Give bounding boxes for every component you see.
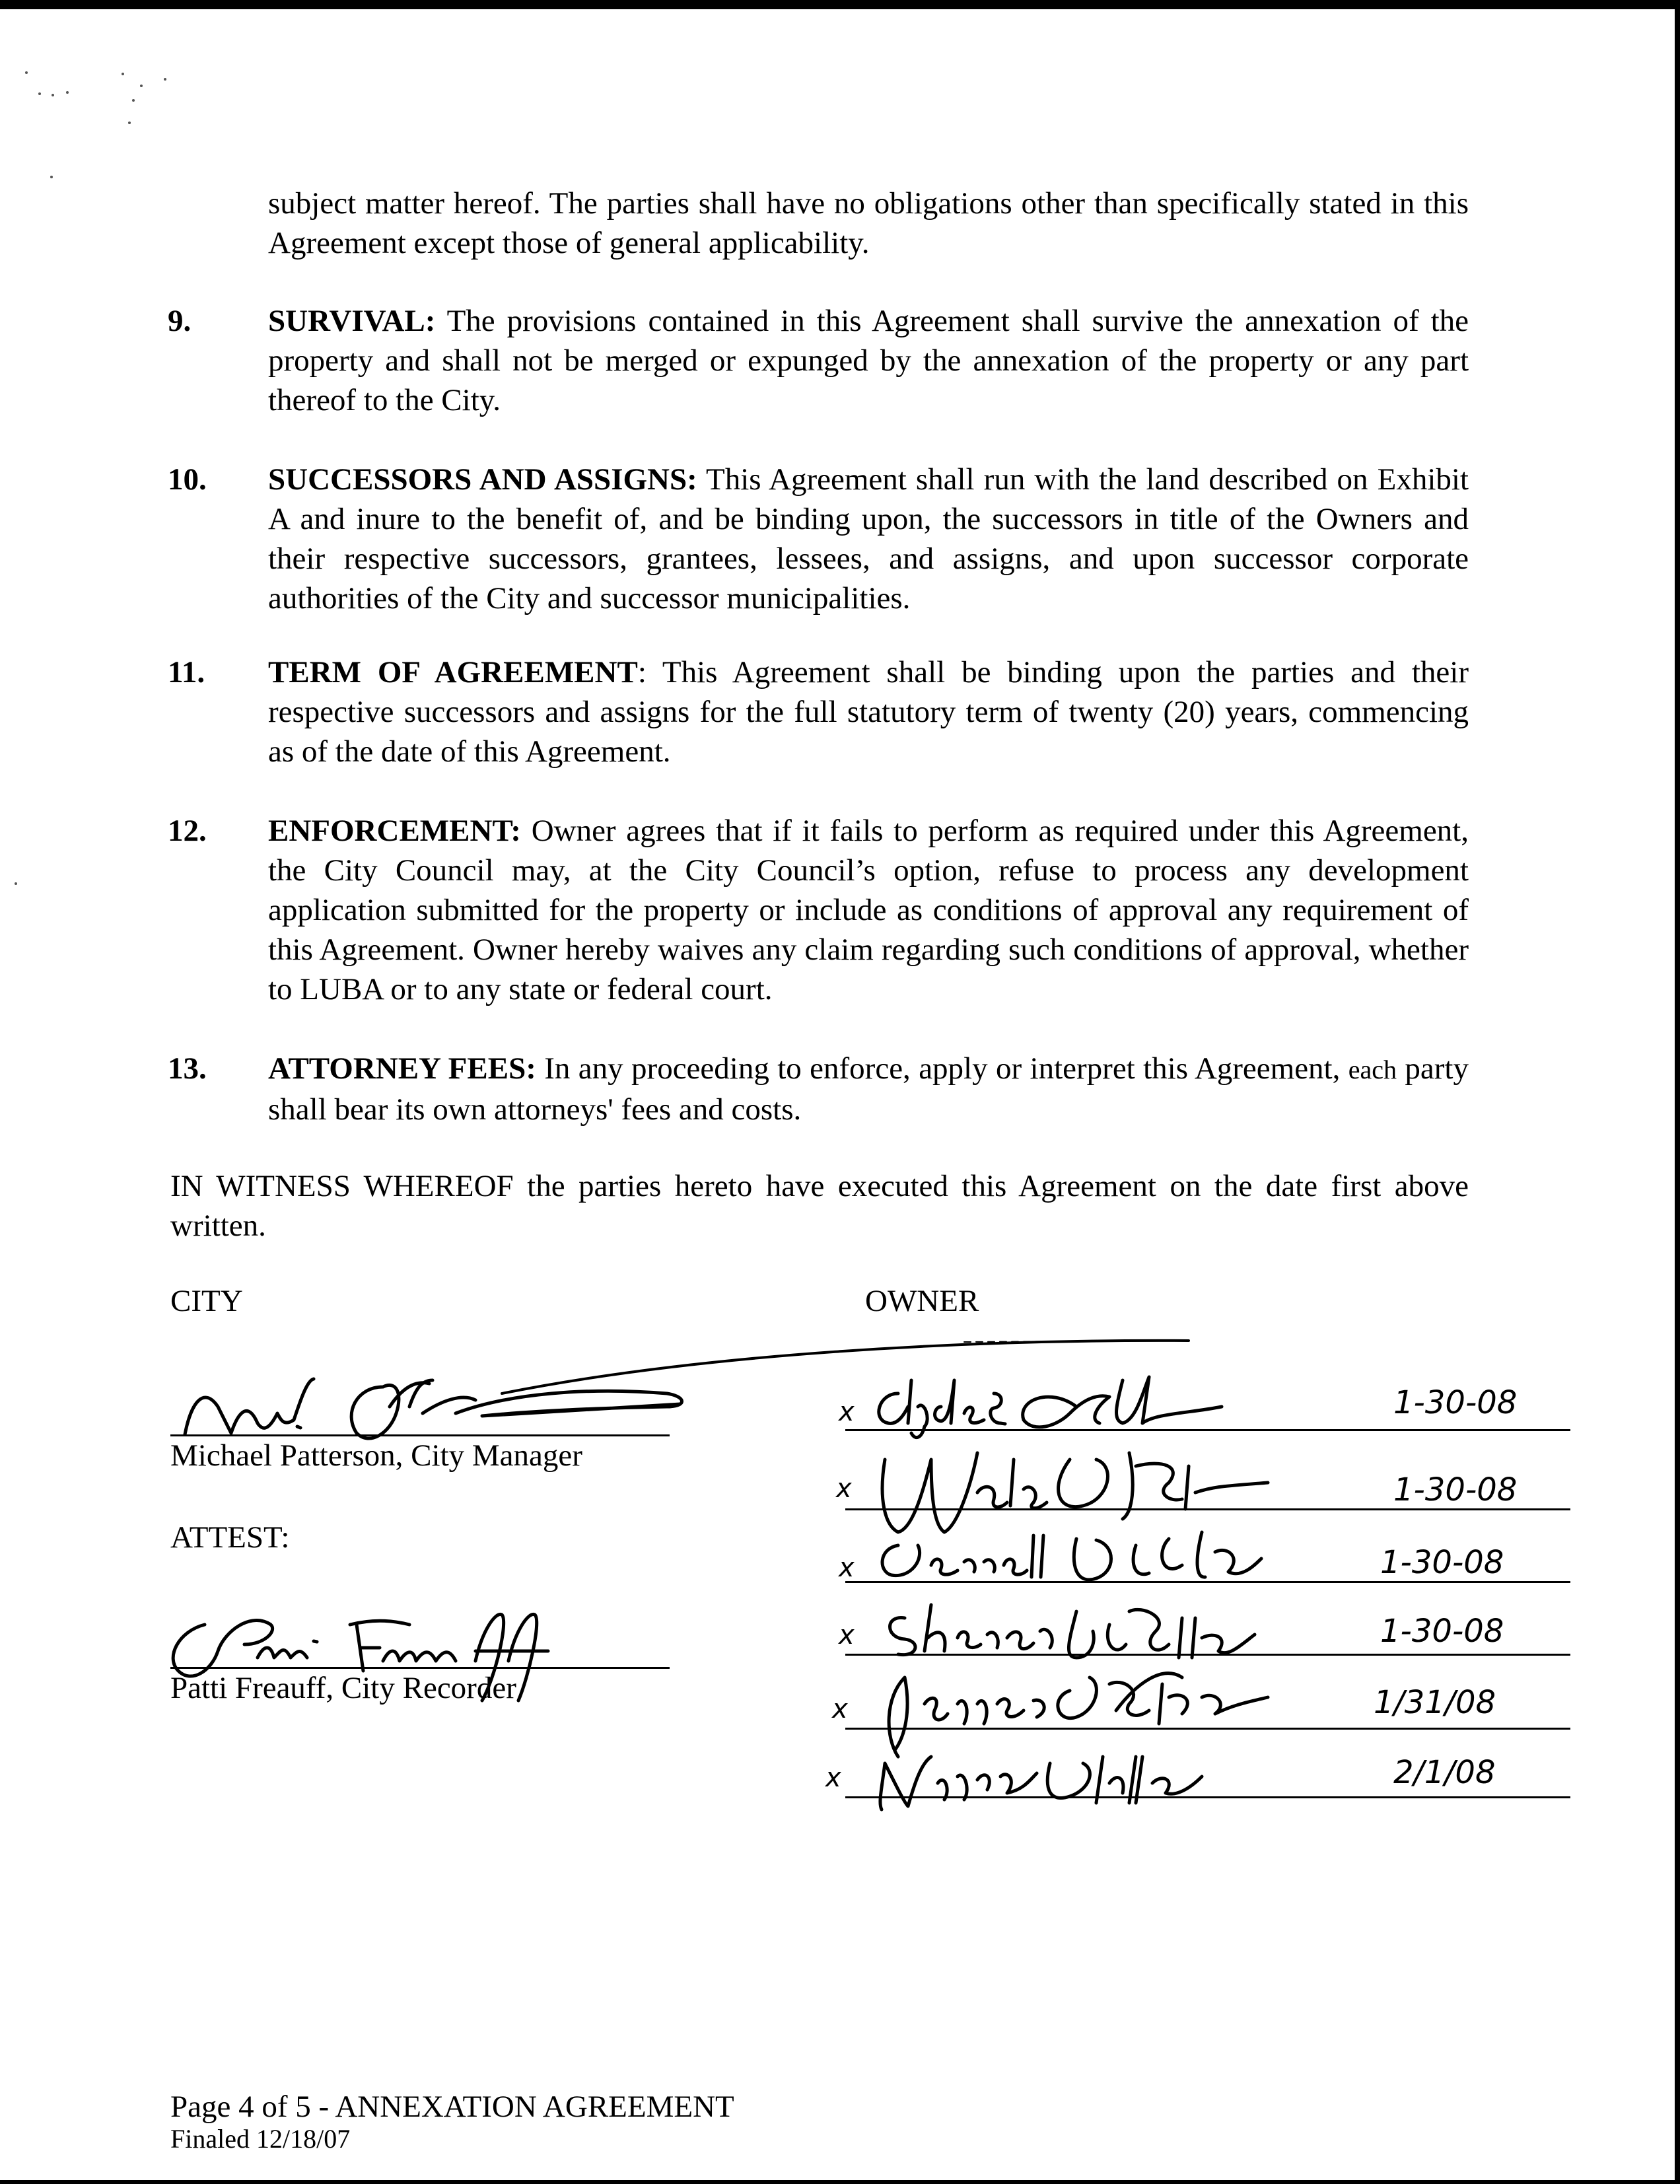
section-9: [268, 301, 1469, 420]
owner-date-2: 1-30-08: [1393, 1471, 1518, 1508]
section-12-body: Owner agrees that if it fails to perform as required under this Agreement, the City Council may, at the City Council’s option, refuse to process any development application submitted for the property or include as conditions of approval any requirement of this Agreement. Owner hereby waives any claim regarding such conditions of approval, whether to LUBA or to any state or federal court.: [268, 814, 1469, 1006]
city-label: CITY: [170, 1284, 243, 1318]
owner-mark-1: x: [839, 1397, 855, 1427]
owner-date-3: 1-30-08: [1380, 1544, 1504, 1581]
city-manager-name: Michael Patterson, City Manager: [170, 1438, 582, 1473]
owner-mark-6: x: [825, 1763, 841, 1793]
section-11-body: : This Agreement shall be binding upon the parties and their respective successors and assigns for the full statutory term of twenty (20) years, commencing as of the date of this Agreement.: [268, 655, 1469, 769]
city-recorder-name: Patti Freauff, City Recorder: [170, 1671, 516, 1705]
section-9-body: The provisions contained in this Agreement shall survive the annexation of the property and shall not be merged or expunged by the annexation of the property or any part thereof to the City.: [268, 304, 1469, 417]
footer-page-label: Page 4 of 5 - ANNEXATION AGREEMENT: [170, 2090, 734, 2124]
owner-date-6: 2/1/08: [1393, 1754, 1496, 1791]
owner-mark-2: x: [836, 1473, 852, 1504]
owner-mark-4: x: [839, 1620, 855, 1650]
section-10-number: 10.: [168, 462, 207, 497]
section-12: [268, 811, 1469, 1009]
section-10: [268, 460, 1469, 618]
section-10-body: This Agreement shall run with the land described on Exhibit A and inure to the benefit of, and be binding upon, the successors in title of the Owners and their respective successors, grantees, lessees, and assigns, and upon successor corporate authorities of the City and successor municipalities.: [268, 462, 1469, 616]
footer-finaled: Finaled 12/18/07: [170, 2124, 351, 2154]
section-11-number: 11.: [168, 655, 205, 689]
section-11-heading: TERM OF AGREEMENT: [268, 655, 638, 689]
owner-label: OWNER: [865, 1284, 979, 1318]
intro-paragraph: subject matter hereof. The parties shall have no obligations other than specifically stated in this Agreement except those of general applicability.: [268, 186, 1469, 260]
section-9-number: 9.: [168, 304, 192, 338]
scan-border-top: [0, 0, 1680, 9]
witness-paragraph: IN WITNESS WHEREOF the parties hereto have executed this Agreement on the date first above written.: [170, 1169, 1469, 1243]
section-9-heading: SURVIVAL:: [268, 304, 436, 338]
section-13-body-small: each: [1348, 1055, 1397, 1084]
section-13-body: In any proceeding to enforce, apply or interpret this Agreement,: [536, 1051, 1348, 1086]
section-12-heading: ENFORCEMENT:: [268, 814, 521, 848]
owner-signatures: [858, 1367, 1360, 1810]
section-13-body-end: party shall bear its own attorneys' fees and costs.: [268, 1051, 1469, 1127]
scan-border-right: [1675, 0, 1680, 2184]
section-10-heading: SUCCESSORS AND ASSIGNS:: [268, 462, 697, 497]
owner-date-5: 1/31/08: [1374, 1684, 1496, 1721]
owner-mark-5: x: [832, 1694, 848, 1724]
section-13-heading: ATTORNEY FEES:: [268, 1051, 536, 1086]
section-12-number: 12.: [168, 814, 207, 848]
section-11: [268, 652, 1469, 771]
section-13-number: 13.: [168, 1051, 207, 1086]
owner-date-4: 1-30-08: [1380, 1613, 1504, 1650]
section-13: [268, 1049, 1469, 1129]
owner-date-1: 1-30-08: [1393, 1384, 1518, 1421]
scan-border-bottom: [0, 2180, 1680, 2184]
owner-mark-3: x: [839, 1553, 855, 1583]
attest-label: ATTEST:: [170, 1520, 290, 1555]
